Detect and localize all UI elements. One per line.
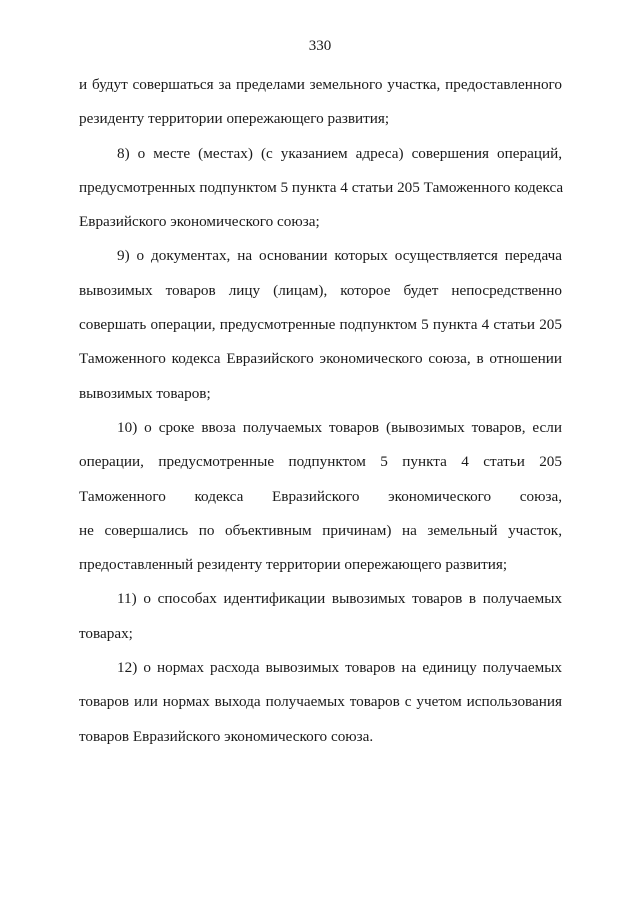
text-line: товаров Евразийского экономического союза.: [79, 727, 374, 745]
text-line: товаров или нормах выхода получаемых товаров с учетом использования: [79, 693, 562, 711]
text-line: 9) о документах, на основании которых осуществляется передача: [117, 247, 562, 265]
text-line: вывозимых товаров лицу (лицам), которое будет непосредственно: [79, 281, 562, 299]
text-line: совершать операции, предусмотренные подпунктом 5 пункта 4 статьи 205: [79, 316, 562, 334]
body-text: [79, 74, 562, 760]
text-line: Таможенного кодекса Евразийского экономического союза,: [79, 487, 562, 505]
text-line: товарах;: [79, 624, 133, 642]
page-number: 330: [308, 38, 332, 54]
text-line: вывозимых товаров;: [79, 384, 211, 402]
text-line: не совершались по объективным причинам) на земельный участок,: [79, 521, 562, 539]
text-line: предусмотренных подпунктом 5 пункта 4 статьи 205 Таможенного кодекса: [79, 178, 564, 196]
text-line: и будут совершаться за пределами земельного участка, предоставленного: [79, 76, 562, 93]
text-line: Евразийского экономического союза;: [79, 213, 320, 231]
text-line: Таможенного кодекса Евразийского экономического союза, в отношении: [79, 350, 562, 368]
text-line: резиденту территории опережающего развития;: [79, 110, 390, 128]
text-line: 12) о нормах расхода вывозимых товаров на единицу получаемых: [117, 659, 562, 677]
text-line: предоставленный резиденту территории опережающего развития;: [79, 556, 508, 574]
text-line: 10) о сроке ввоза получаемых товаров (вывозимых товаров, если: [117, 418, 562, 436]
text-line: 8) о месте (местах) (с указанием адреса) совершения операций,: [117, 144, 562, 162]
text-line: операции, предусмотренные подпунктом 5 пункта 4 статьи 205: [79, 453, 562, 471]
text-line: 11) о способах идентификации вывозимых товаров в получаемых: [117, 590, 562, 608]
